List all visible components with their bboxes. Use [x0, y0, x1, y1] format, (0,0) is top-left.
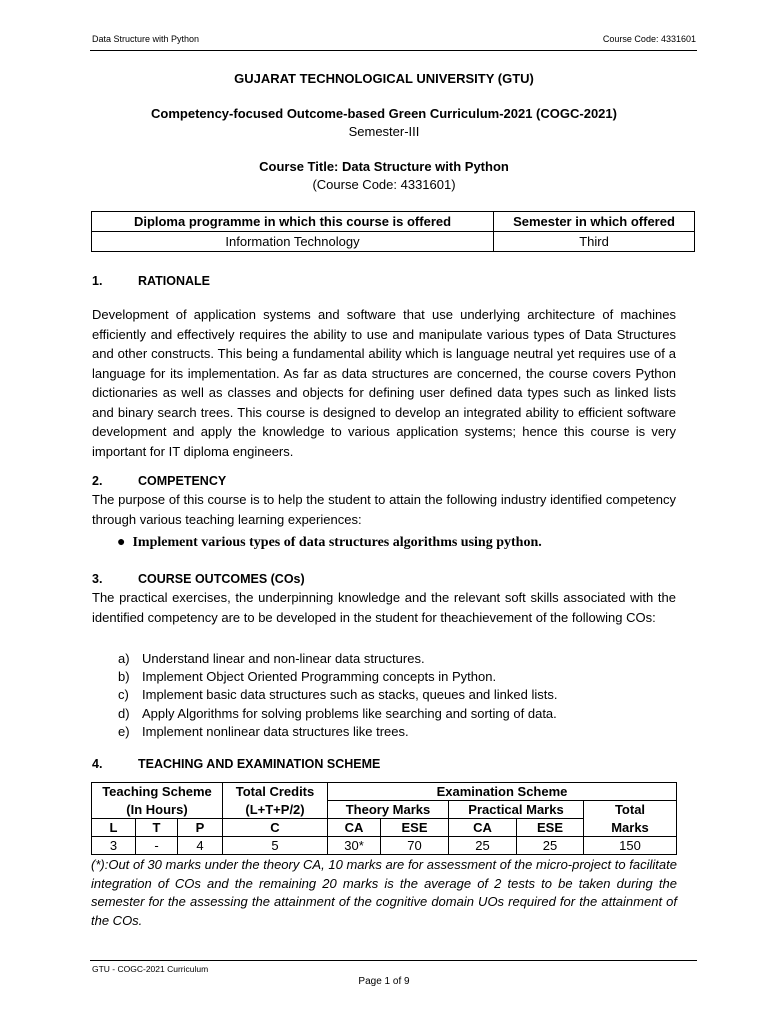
value-practical-ca: 25 [449, 837, 517, 855]
programme-header: Diploma programme in which this course is offered [92, 212, 494, 232]
value-theory-ese: 70 [381, 837, 449, 855]
header-course-code: Course Code: 4331601 [602, 34, 696, 44]
section-heading-rationale: 1. RATIONALE [92, 274, 210, 288]
course-title: Course Title: Data Structure with Python [259, 159, 509, 174]
list-item: a) Understand linear and non-linear data structures. [118, 651, 425, 666]
total-header: Total [584, 801, 677, 819]
section-heading-scheme: 4. TEACHING AND EXAMINATION SCHEME [92, 757, 381, 771]
marks-label: Marks [584, 819, 677, 837]
value-c: 5 [223, 837, 328, 855]
page-header [92, 34, 696, 44]
value-p: 4 [178, 837, 223, 855]
col-practical-ca: CA [449, 819, 517, 837]
examination-scheme-header: Examination Scheme [328, 783, 677, 801]
total-credits-header: Total Credits [223, 783, 328, 801]
value-total: 150 [584, 837, 677, 855]
teaching-scheme-header: Teaching Scheme [92, 783, 223, 801]
list-item: d) Apply Algorithms for solving problems like searching and sorting of data. [118, 705, 557, 721]
university-title: GUJARAT TECHNOLOGICAL UNIVERSITY (GTU) [234, 71, 534, 86]
col-l: L [92, 819, 136, 837]
col-p: P [178, 819, 223, 837]
competency-bullet: ● Implement various types of data structures algorithms using python. [117, 535, 542, 550]
value-t: - [136, 837, 178, 855]
semester-header: Semester in which offered [494, 212, 695, 232]
section-heading-competency: 2. COMPETENCY [92, 474, 227, 488]
marks-note: (*):Out of 30 marks under the theory CA, 10 marks are for assessment of the micro-project to facilitate integration of COs and the remaining 20 marks is the average of 2 tests to be taken during the semester for the assessing the attainment of the cognitive domain UOs required for the attainment of the COs. [91, 857, 677, 928]
list-item: e) Implement nonlinear data structures like trees. [118, 723, 409, 739]
col-theory-ca: CA [328, 819, 381, 837]
practical-marks-header: Practical Marks [449, 801, 584, 819]
in-hours-label: (In Hours) [92, 801, 223, 819]
col-practical-ese: ESE [517, 819, 584, 837]
section-heading-outcomes: 3. COURSE OUTCOMES (COs) [92, 572, 305, 586]
programme-table [91, 211, 695, 252]
footer-curriculum: GTU - COGC-2021 Curriculum [92, 964, 209, 974]
col-t: T [136, 819, 178, 837]
scheme-table [91, 782, 677, 855]
col-c: C [223, 819, 328, 837]
header-divider [90, 50, 697, 51]
value-l: 3 [92, 837, 136, 855]
outcomes-list [118, 650, 557, 741]
value-theory-ca: 30* [328, 837, 381, 855]
theory-marks-header: Theory Marks [328, 801, 449, 819]
col-theory-ese: ESE [381, 819, 449, 837]
bullet-icon: ● [117, 535, 133, 550]
list-item: b) Implement Object Oriented Programming concepts in Python. [118, 669, 497, 685]
list-item: c) Implement basic data structures such as stacks, queues and linked lists. [118, 687, 558, 703]
outcomes-paragraph: The practical exercises, the underpinning knowledge and the relevant soft skills associated with the identified competency are to be developed in the student for theachievement of the following COs: [92, 590, 676, 625]
course-code: (Course Code: 4331601) [312, 177, 456, 192]
footer-divider [90, 960, 697, 961]
competency-paragraph: The purpose of this course is to help the student to attain the following industry identified competency through various teaching learning experiences: [92, 492, 676, 527]
value-practical-ese: 25 [517, 837, 584, 855]
semester-value: Third [494, 232, 695, 252]
credits-formula: (L+T+P/2) [223, 801, 328, 819]
rationale-paragraph: Development of application systems and software that use underlying architecture of machines efficiently and effectively requires the ability to use and manipulate various types of Data Structures and other constructs. This being a fundamental ability which is language neutral yet requires use of a language for its implementation. As far as data structures are concerned, the course covers Python dictionaries as well as classes and objects for defining user defined data types such as linked lists and binary search trees. This course is designed to develop an integrated ability to efficient software development and apply the knowledge to various application systems; hence this course is very important for IT diploma engineers. [92, 307, 676, 459]
programme-value: Information Technology [92, 232, 494, 252]
semester-label: Semester-III [348, 124, 420, 139]
header-course-name: Data Structure with Python [92, 34, 200, 44]
page-number: Page 1 of 9 [358, 976, 410, 987]
curriculum-title: Competency-focused Outcome-based Green Curriculum-2021 (COGC-2021) [151, 106, 617, 121]
